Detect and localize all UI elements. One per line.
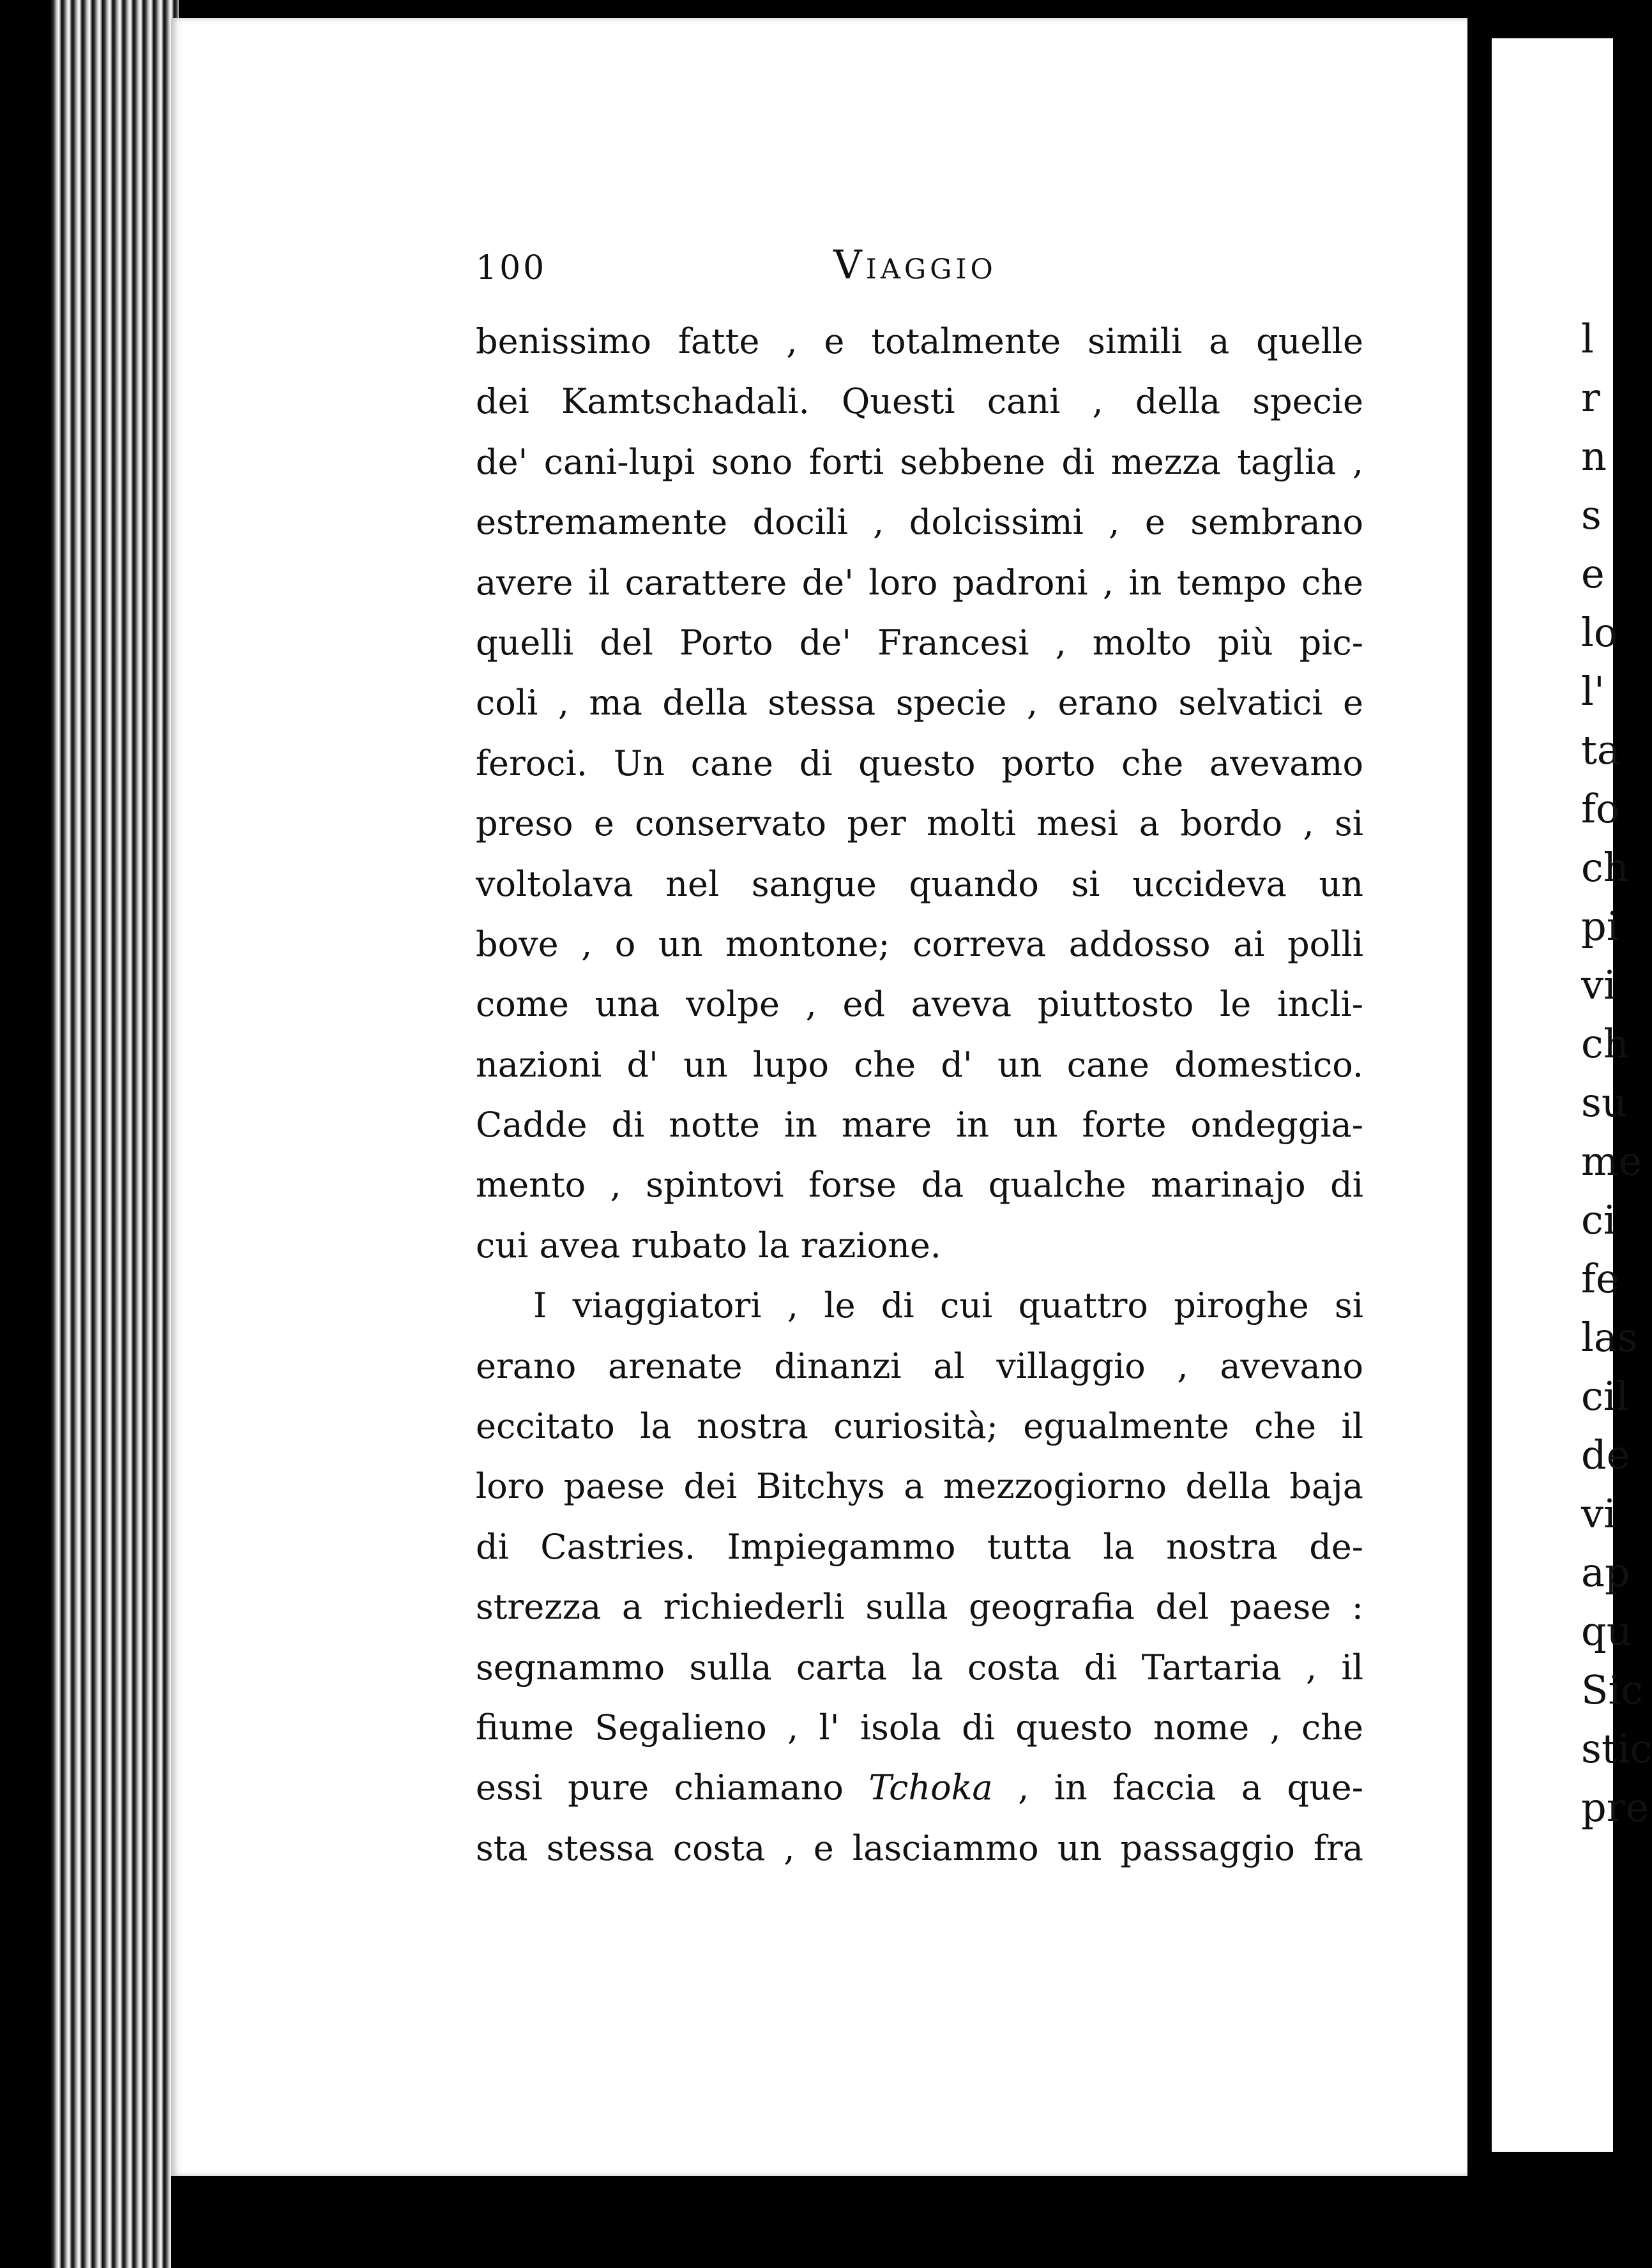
text-line: loro paese dei Bitchys a mezzogiorno della baja xyxy=(476,1466,1363,1507)
page-stack-edges xyxy=(51,0,179,2268)
facing-page-fragment: fe xyxy=(1581,1255,1619,1302)
facing-page-fragment: r xyxy=(1581,374,1600,421)
text-line: de' cani-lupi sono forti sebbene di mezza taglia , xyxy=(476,441,1363,482)
facing-page-edge xyxy=(1483,38,1652,2152)
text-line: avere il carattere de' loro padroni , in tempo che xyxy=(476,562,1363,603)
facing-page-fragment: qu xyxy=(1581,1608,1632,1654)
facing-page-fragment: n xyxy=(1581,433,1607,480)
text-line: di Castries. Impiegammo tutta la nostra de- xyxy=(476,1526,1363,1567)
text-line: benissimo fatte , e totalmente simili a quelle xyxy=(476,321,1363,361)
body-text xyxy=(476,312,1363,1879)
italic-term: Tchoka xyxy=(868,1767,993,1808)
facing-page-fragment: Sic xyxy=(1581,1667,1644,1713)
facing-page-fragment: stic xyxy=(1581,1725,1652,1772)
facing-page-fragment: su xyxy=(1581,1079,1627,1126)
binding-shadow xyxy=(0,0,57,2268)
facing-page-fragment: vi xyxy=(1581,962,1616,1008)
text-line: segnammo sulla carta la costa di Tartaria , il xyxy=(476,1647,1363,1688)
text-line: estremamente docili , dolcissimi , e sembrano xyxy=(476,502,1363,543)
facing-page-fragment: las xyxy=(1581,1314,1638,1361)
facing-page-fragment: vi xyxy=(1581,1490,1616,1537)
text-line: dei Kamtschadali. Questi cani , della specie xyxy=(476,381,1363,422)
facing-page-fragment: fo xyxy=(1581,785,1620,832)
text-line: eccitato la nostra curiosità; egualmente che il xyxy=(476,1406,1363,1447)
text-line: strezza a richiederli sulla geografia del paese : xyxy=(476,1587,1363,1628)
facing-page-fragment: e xyxy=(1581,550,1605,597)
text-segment: , in faccia a que- xyxy=(1018,1767,1363,1808)
page-bottom-shadow xyxy=(171,2176,1467,2268)
text-line: quelli del Porto de' Francesi , molto più pic- xyxy=(476,622,1363,663)
text-line: sta stessa costa , e lasciammo un passaggio fra xyxy=(476,1827,1363,1868)
facing-page-fragment: l' xyxy=(1581,668,1605,714)
facing-page-fragment: l xyxy=(1581,315,1594,362)
facing-page-fragment: pre xyxy=(1581,1784,1649,1831)
text-line: nazioni d' un lupo che d' un cane domestico. xyxy=(476,1044,1363,1085)
text-line: preso e conservato per molti mesi a bordo , si xyxy=(476,803,1363,844)
text-line: cui avea rubato la razione. xyxy=(476,1225,941,1266)
facing-page-fragment: ci xyxy=(1581,1197,1616,1243)
text-segment: essi pure chiamano xyxy=(476,1767,844,1808)
text-line: coli , ma della stessa specie , erano selvatici e xyxy=(476,683,1363,723)
text-line: mento , spintovi forse da qualche marinajo di xyxy=(476,1165,1363,1206)
running-head: Viaggio xyxy=(833,241,997,288)
page-number: 100 xyxy=(476,249,547,287)
facing-page-fragment: me xyxy=(1581,1138,1642,1184)
facing-page-fragment: cil xyxy=(1581,1373,1629,1419)
text-line: Cadde di notte in mare in un forte ondeggia- xyxy=(476,1105,1363,1145)
text-line: bove , o un montone; correva addosso ai polli xyxy=(476,923,1363,964)
text-line: fiume Segalieno , l' isola di questo nome , che xyxy=(476,1707,1363,1748)
text-line: voltolava nel sangue quando si uccideva un xyxy=(476,863,1363,904)
text-line: come una volpe , ed aveva piuttosto le incli- xyxy=(476,984,1363,1025)
facing-page-fragment: pi xyxy=(1581,903,1619,949)
facing-page-fragment: lo xyxy=(1581,609,1618,656)
text-line: erano arenate dinanzi al villaggio , avevano xyxy=(476,1345,1363,1386)
facing-page-fragment: de xyxy=(1581,1432,1630,1478)
facing-page-fragment: ta xyxy=(1581,727,1621,773)
facing-page-fragment: ch xyxy=(1581,844,1629,891)
text-line: I viaggiatori , le di cui quattro piroghe si xyxy=(533,1285,1363,1326)
facing-page-fragment: s xyxy=(1581,492,1602,538)
text-line: feroci. Un cane di questo porto che avevamo xyxy=(476,743,1363,783)
text-line-mixed xyxy=(476,1758,1363,1818)
facing-page-fragment: ap xyxy=(1581,1549,1630,1596)
facing-page-fragment: ch xyxy=(1581,1020,1629,1067)
page-header xyxy=(476,241,1357,292)
